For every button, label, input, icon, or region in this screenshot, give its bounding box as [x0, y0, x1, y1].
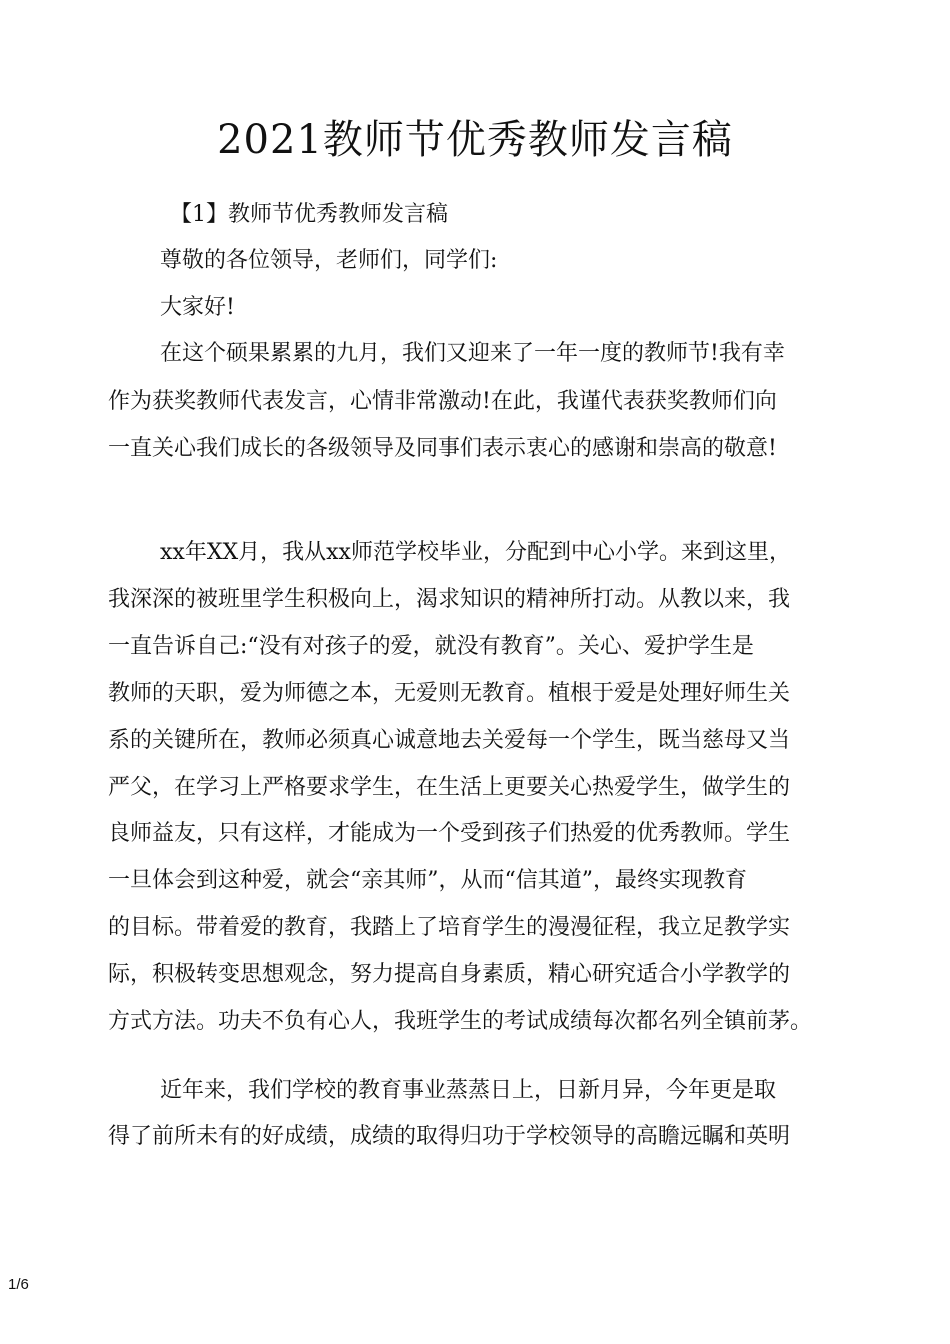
paragraph2-line: 一直告诉自己:“没有对孩子的爱，就没有教育”。关心、爱护学生是	[108, 634, 754, 659]
document-title: 2021教师节优秀教师发言稿	[217, 117, 733, 163]
paragraph3-line: 得了前所未有的好成绩，成绩的取得归功于学校领导的高瞻远瞩和英明	[108, 1124, 791, 1149]
paragraph2-line: 一旦体会到这种爱，就会“亲其师”，从而“信其道”，最终实现教育	[108, 868, 747, 893]
paragraph2-line: 我深深的被班里学生积极向上，渴求知识的精神所打动。从教以来，我	[108, 587, 791, 612]
paragraph2-line: 系的关键所在，教师必须真心诚意地去关爱每一个学生，既当慈母又当	[108, 728, 791, 753]
paragraph2-line: 际，积极转变思想观念，努力提高自身素质，精心研究适合小学教学的	[108, 962, 791, 987]
salutation: 尊敬的各位领导，老师们，同学们:	[160, 248, 498, 273]
paragraph3-line: 近年来，我们学校的教育事业蒸蒸日上，日新月异，今年更是取	[160, 1078, 777, 1103]
paragraph2-line: 教师的天职，爱为师德之本，无爱则无教育。植根于爱是处理好师生关	[108, 681, 791, 706]
section-heading: 【1】教师节优秀教师发言稿	[170, 202, 448, 227]
paragraph1-line: 一直关心我们成长的各级领导及同事们表示衷心的感谢和崇高的敬意!	[108, 436, 777, 461]
page-number: 1/6	[8, 1276, 29, 1293]
greeting: 大家好!	[160, 295, 235, 320]
paragraph1-line: 作为获奖教师代表发言，心情非常激动!在此，我谨代表获奖教师们向	[108, 389, 777, 414]
paragraph2-line: 良师益友，只有这样，才能成为一个受到孩子们热爱的优秀教师。学生	[108, 821, 791, 846]
paragraph1-line: 在这个硕果累累的九月，我们又迎来了一年一度的教师节!我有幸	[160, 341, 785, 366]
paragraph2-line: 严父，在学习上严格要求学生，在生活上更要关心热爱学生，做学生的	[108, 775, 791, 800]
paragraph2-line: 方式方法。功夫不负有心人，我班学生的考试成绩每次都名列全镇前茅。	[108, 1009, 813, 1034]
paragraph2-line: xx年XX月，我从xx师范学校毕业，分配到中心小学。来到这里，	[160, 540, 791, 565]
paragraph2-line: 的目标。带着爱的教育，我踏上了培育学生的漫漫征程，我立足教学实	[108, 915, 791, 940]
